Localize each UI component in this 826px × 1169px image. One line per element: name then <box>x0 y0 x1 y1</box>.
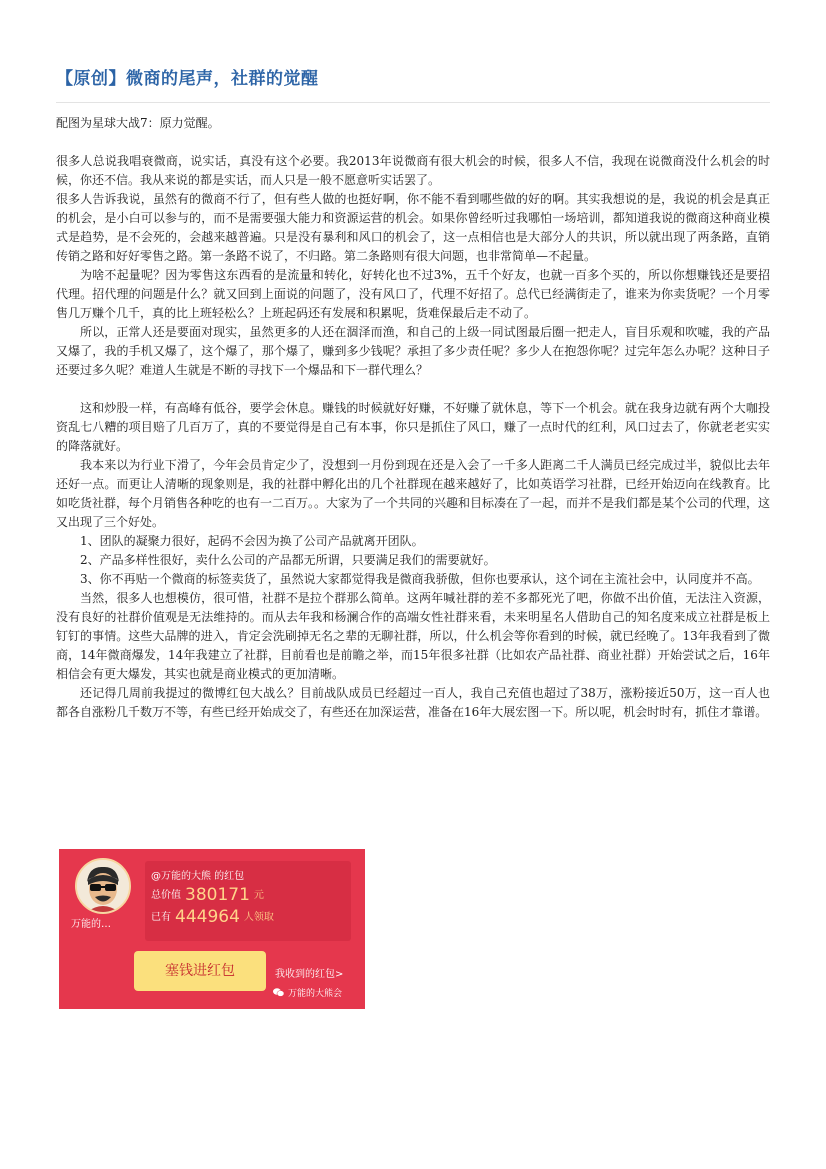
received-red-packets-link[interactable]: 我收到的红包> <box>275 969 344 980</box>
total-value-row <box>151 885 264 905</box>
avatar-face-icon <box>77 860 129 912</box>
article-paragraph: 2、产品多样性很好，卖什么公司的产品都无所谓，只要满足我们的需要就好。 <box>80 553 496 567</box>
count-label: 已有 <box>151 912 171 923</box>
image-caption: 配图为星球大战7：原力觉醒。 <box>56 116 220 130</box>
paragraph-gap <box>56 380 770 399</box>
article-paragraph: 1、团队的凝聚力很好，起码不会因为换了公司产品就离开团队。 <box>80 534 424 548</box>
article-paragraph: 还记得几周前我提过的微博红包大战么？目前战队成员已经超过一百人，我自己充值也超过了38万，涨粉接近50万，这一百人也都各自涨粉几千数万不等，有些已经开始成交了，有些还在加深运营，准备在16年大展宏图一下。所以呢，机会时时有，抓住才靠谱。 <box>56 686 770 719</box>
brand-name: 万能的大熊会 <box>288 989 343 999</box>
avatar <box>75 858 131 914</box>
total-unit: 元 <box>253 890 264 901</box>
total-label: 总价值 <box>151 890 181 901</box>
article-paragraph: 3、你不再贴一个微商的标签卖货了，虽然说大家都觉得我是微商我骄傲，但你也要承认，这个词在主流社会中，认同度并不高。 <box>80 572 760 586</box>
put-money-button[interactable]: 塞钱进红包 <box>134 951 266 991</box>
article-paragraph: 所以，正常人还是要面对现实，虽然更多的人还在涸泽而渔，和自己的上级一同试图最后圈一把走人，盲目乐观和吹嘘，我的产品又爆了，我的手机又爆了，这个爆了，那个爆了，赚到多少钱呢？承担了多少责任呢？多少人在抱怨你呢？过完年怎么办呢？这种日子还要过多久呢？难道人生就是不断的寻找下一个爆品和下一群代理么？ <box>56 325 770 377</box>
article-paragraph: 很多人告诉我说，虽然有的微商不行了，但有些人做的也挺好啊，你不能不看到哪些做的好的啊。其实我想说的是，我说的机会是真正的机会，是小白可以参与的，而不是需要强大能力和资源运营的机会。如果你曾经听过我哪怕一场培训，都知道我说的微商这种商业模式是趋势，是不会死的，会越来越普遍。只是没有暴利和风口的机会了，这一点相信也是大部分人的共识，所以就出现了两条路，直销传销之路和好好零售之路。第一条路不说了，不归路。第二条路则有很大问题，也非常简单—不起量。 <box>56 192 770 263</box>
article-paragraph: 我本来以为行业下滑了，今年会员肯定少了，没想到一月份到现在还是入会了一千多人距离二千人满员已经完成过半，貌似比去年还好一点。而更让人清晰的现象则是，我的社群中孵化出的几个社群现在越来越好了，比如英语学习社群，已经开始迈向在线教育。比如吃货社群，每个月销售各种吃的也有一二百万。。大家为了一个共同的兴趣和目标凑在了一起，而并不是我们都是某个公司的代理，这又出现了三个好处。 <box>56 458 771 529</box>
avatar-name: 万能的… <box>71 919 111 930</box>
brand-watermark <box>273 986 342 999</box>
article-paragraph: 这和炒股一样，有高峰有低谷，要学会休息。赚钱的时候就好好赚，不好赚了就休息，等下一个机会。就在我身边就有两个大咖投资乱七八糟的项目赔了几百万了，真的不要觉得是自己有本事，你只是抓住了风口，赚了一点时代的红利，风口过去了，你就老老实实的降落就好。 <box>56 401 770 453</box>
article <box>56 60 770 722</box>
wechat-icon <box>273 988 284 997</box>
count-unit: 人领取 <box>243 912 274 923</box>
article-paragraph: 很多人总说我唱衰微商，说实话，真没有这个必要。我2013年说微商有很大机会的时候，很多人不信，我现在说微商没什么机会的时候，你还不信。我从来说的都是实话，而人只是一般不愿意听实话罢了。 <box>56 154 770 187</box>
total-value: 380171 <box>185 885 250 905</box>
count-value: 444964 <box>175 907 240 927</box>
red-packet-screenshot <box>59 849 365 1009</box>
article-paragraph: 为啥不起量呢？因为零售这东西看的是流量和转化，好转化也不过3%，五千个好友，也就一百多个买的，所以你想赚钱还是要招代理。招代理的问题是什么？就又回到上面说的问题了，没有风口了，代理不好招了。总代已经满街走了，谁来为你卖货呢？一个月零售几万赚个几千，真的比上班轻松么？上班起码还有发展和积累呢，货难保最后走不动了。 <box>56 268 770 320</box>
article-title: 【原创】微商的尾声，社群的觉醒 <box>56 60 770 103</box>
article-paragraph: 当然，很多人也想模仿，很可惜，社群不是拉个群那么简单。这两年喊社群的差不多都死光了吧，你做不出价值，无法注入资源，没有良好的社群价值观是无法维持的。而从去年我和杨澜合作的高端女性社群来看，未来明星名人借助自己的知名度来成立社群是板上钉钉的事情。这些大品牌的进入，肯定会洗刷掉无名之辈的无聊社群，所以，什么机会等你看到的时候，就已经晚了。13年我看到了微商，14年微商爆发，14年我建立了社群，目前看也是前瞻之举，而15年很多社群（比如农产品社群、商业社群）开始尝试之后，16年相信会有更大爆发，其实也就是商业模式的更加清晰。 <box>56 591 770 681</box>
recipient-count-row <box>151 907 274 927</box>
red-packet-info <box>145 861 351 941</box>
article-body <box>56 152 770 722</box>
red-packet-title: @万能的大熊 的红包 <box>151 871 245 882</box>
